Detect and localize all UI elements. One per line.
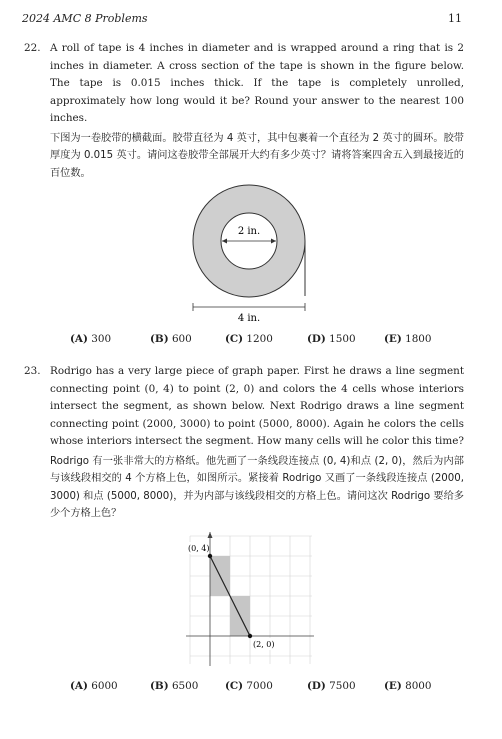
start-point bbox=[208, 554, 212, 558]
colored-cell bbox=[210, 576, 230, 596]
page-header bbox=[22, 12, 462, 25]
y-axis-arrowhead bbox=[208, 532, 213, 538]
choice-c: (C) 7000 bbox=[225, 680, 273, 692]
problem-22 bbox=[24, 40, 464, 182]
problem-23 bbox=[24, 363, 464, 523]
choice-a: (A) 6000 bbox=[70, 680, 118, 692]
choice-e: (E) 8000 bbox=[384, 680, 432, 692]
graph-paper-figure bbox=[186, 532, 316, 672]
problem-text: A roll of tape is 4 inches in diameter and is wrapped around a ring that is 2 inches in diameter. A cross section of the tape is shown in the figure below. The tape is 0.015 inches thick. If the tape is completely unrolled, approximately how long would it be? Round your answer to the nearest 100 inches. bbox=[50, 42, 464, 124]
problem-text: Rodrigo has a very large piece of graph paper. First he draws a line segment connecting point (0, 4) to point (2, 0) and colors the 4 cells whose interiors intersect the segment, as shown below. Next Rodrigo draws a line segment connecting point (2000, 3000) to point (5000, 8000). Again he colors the cells whose interiors intersect the segment. How many cells will he color this time? bbox=[50, 365, 464, 447]
outer-diameter-label: 4 in. bbox=[237, 313, 261, 323]
start-point-label: (0, 4) bbox=[188, 544, 210, 553]
choice-c: (C) 1200 bbox=[225, 333, 273, 345]
choice-b: (B) 6500 bbox=[150, 680, 199, 692]
problem-text-chinese: 下图为一卷胶带的横截面。胶带直径为 4 英寸，其中包裹着一个直径为 2 英寸的圆环。胶带厚度为 0.015 英寸。请问这卷胶带全部展开大约有多少英寸？请将答案四舍五入到最接近的百位数。 bbox=[50, 132, 464, 179]
end-point-label: (2, 0) bbox=[253, 640, 275, 649]
problem-number: 22. bbox=[24, 42, 41, 54]
problem-text-chinese: Rodrigo 有一张非常大的方格纸。他先画了一条线段连接点 (0, 4)和点 (2, 0)，然后为内部与该线段相交的 4 个方格上色，如图所示。紧接着 Rodrigo 又画了一条线段连接点 (2000, 3000) 和点 (5000, 8000)，并为内部与该线段相交的方格上色。请问这次 Rodrigo 要给多少个方格上色？ bbox=[50, 455, 464, 519]
page-number: 11 bbox=[448, 12, 462, 25]
choice-a: (A) 300 bbox=[70, 333, 112, 345]
colored-cell bbox=[210, 556, 230, 576]
problem-number: 23. bbox=[24, 365, 41, 377]
colored-cell bbox=[230, 616, 250, 636]
choice-e: (E) 1800 bbox=[384, 333, 432, 345]
end-point bbox=[248, 634, 252, 638]
choice-d: (D) 7500 bbox=[307, 680, 356, 692]
choice-b: (B) 600 bbox=[150, 333, 192, 345]
colored-cell bbox=[230, 596, 250, 616]
inner-diameter-label: 2 in. bbox=[237, 226, 261, 237]
choice-d: (D) 1500 bbox=[307, 333, 356, 345]
header-title: 2024 AMC 8 Problems bbox=[22, 12, 148, 25]
tape-roll-figure bbox=[170, 178, 340, 323]
